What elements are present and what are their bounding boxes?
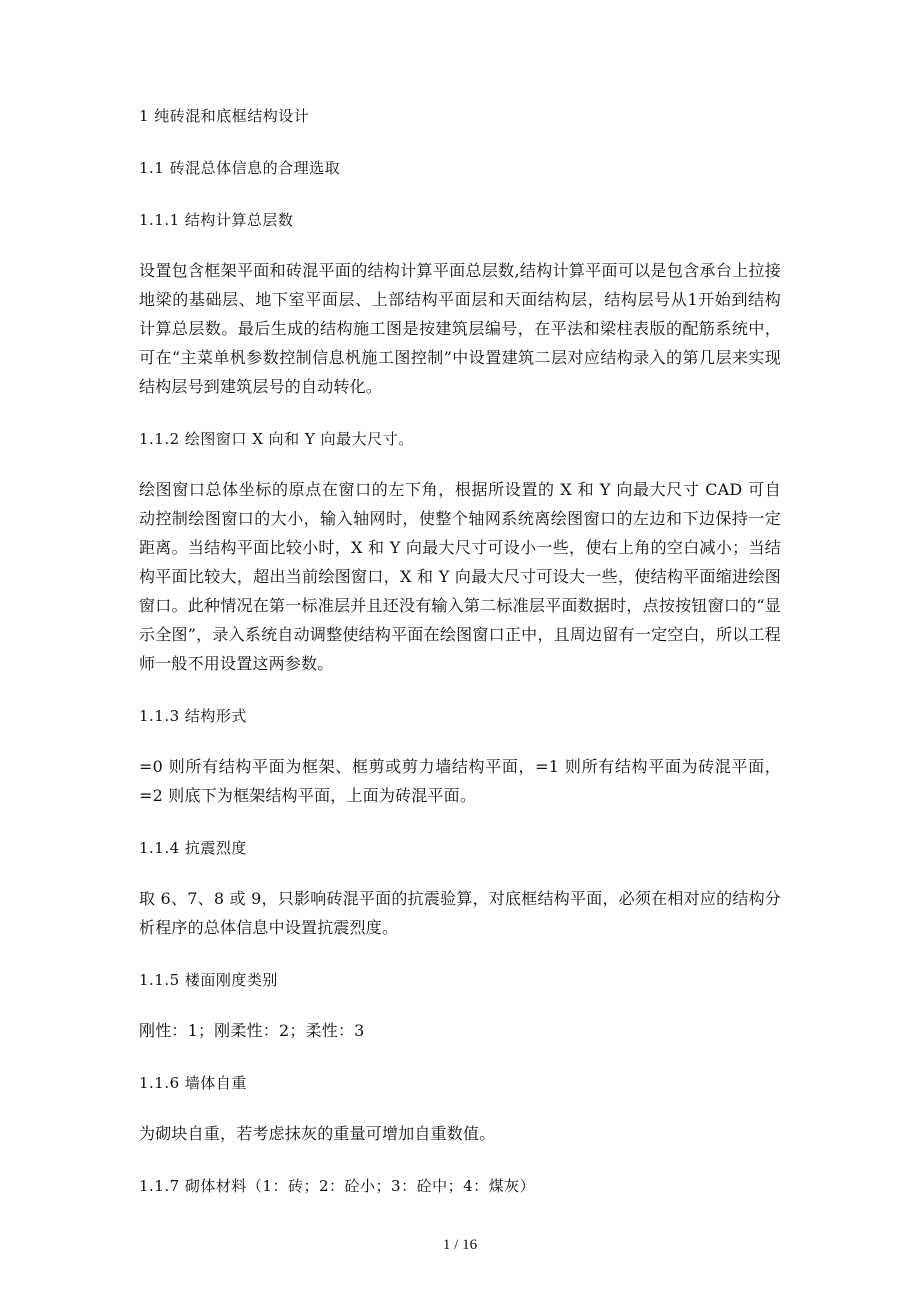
section-heading-1-1: 1.1 砖混总体信息的合理选取 [139,159,341,177]
section-heading-1-1-1: 1.1.1 结构计算总层数 [139,211,294,229]
paragraph-drawing-window: 绘图窗口总体坐标的原点在窗口的左下角，根据所设置的 X 和 Y 向最大尺寸 CAD 可自动控制绘图窗口的大小，输入轴网时，使整个轴网系统离绘图窗口的左边和下边保持一定距离。当结构平面比较小时，X 和 Y 向最大尺寸可设小一些，使右上角的空白减小；当结构平面比较大，超出当前绘图窗口，X 和 Y 向最大尺寸可设大一些，使结构平面缩进绘图窗口。此种情况在第一标准层并且还没有输入第二标准层平面数据时，点按按钮窗口的“显示全图”，录入系统自动调整使结构平面在绘图窗口正中，且周边留有一定空白，所以工程师一般不用设置这两参数。 [139,480,781,673]
section-heading-1-1-6: 1.1.6 墙体自重 [139,1074,247,1092]
page-number: 1 / 16 [442,1237,478,1253]
paragraph-total-floors: 设置包含框架平面和砖混平面的结构计算平面总层数,结构计算平面可以是包含承台上拉接地梁的基础层、地下室平面层、上部结构平面层和天面结构层，结构层号从1开始到结构计算总层数。最后生成的结构施工图是按建筑层编号，在平法和梁柱表版的配筋系统中，可在“主菜单杋参数控制信息杋施工图控制”中设置建筑二层对应结构录入的第几层来实现结构层号到建筑层号的自动转化。 [139,261,781,396]
section-heading-1-1-5: 1.1.5 楼面刚度类别 [139,971,278,989]
section-heading-1-1-3: 1.1.3 结构形式 [139,707,247,725]
paragraph-seismic-intensity: 取 6、7、8 或 9，只影响砖混平面的抗震验算，对底框结构平面，必须在相对应的结构分析程序的总体信息中设置抗震烈度。 [139,889,781,937]
section-heading-1-1-2: 1.1.2 绘图窗口 X 向和 Y 向最大尺寸。 [139,430,414,448]
section-heading-1-1-7: 1.1.7 砌体材料（1：砖；2：砼小；3：砼中；4：煤灰） [139,1177,536,1195]
section-heading-1: 1 纯砖混和底框结构设计 [139,107,310,125]
paragraph-structure-form: =0 则所有结构平面为框架、框剪或剪力墙结构平面，=1 则所有结构平面为砖混平面，=2 则底下为框架结构平面，上面为砖混平面。 [139,757,781,805]
paragraph-floor-stiffness: 刚性：1；刚柔性：2；柔性：3 [139,1021,365,1040]
section-heading-1-1-4: 1.1.4 抗震烈度 [139,839,247,857]
paragraph-wall-weight: 为砌块自重，若考虑抹灰的重量可增加自重数值。 [139,1124,496,1143]
document-body [139,106,781,1228]
